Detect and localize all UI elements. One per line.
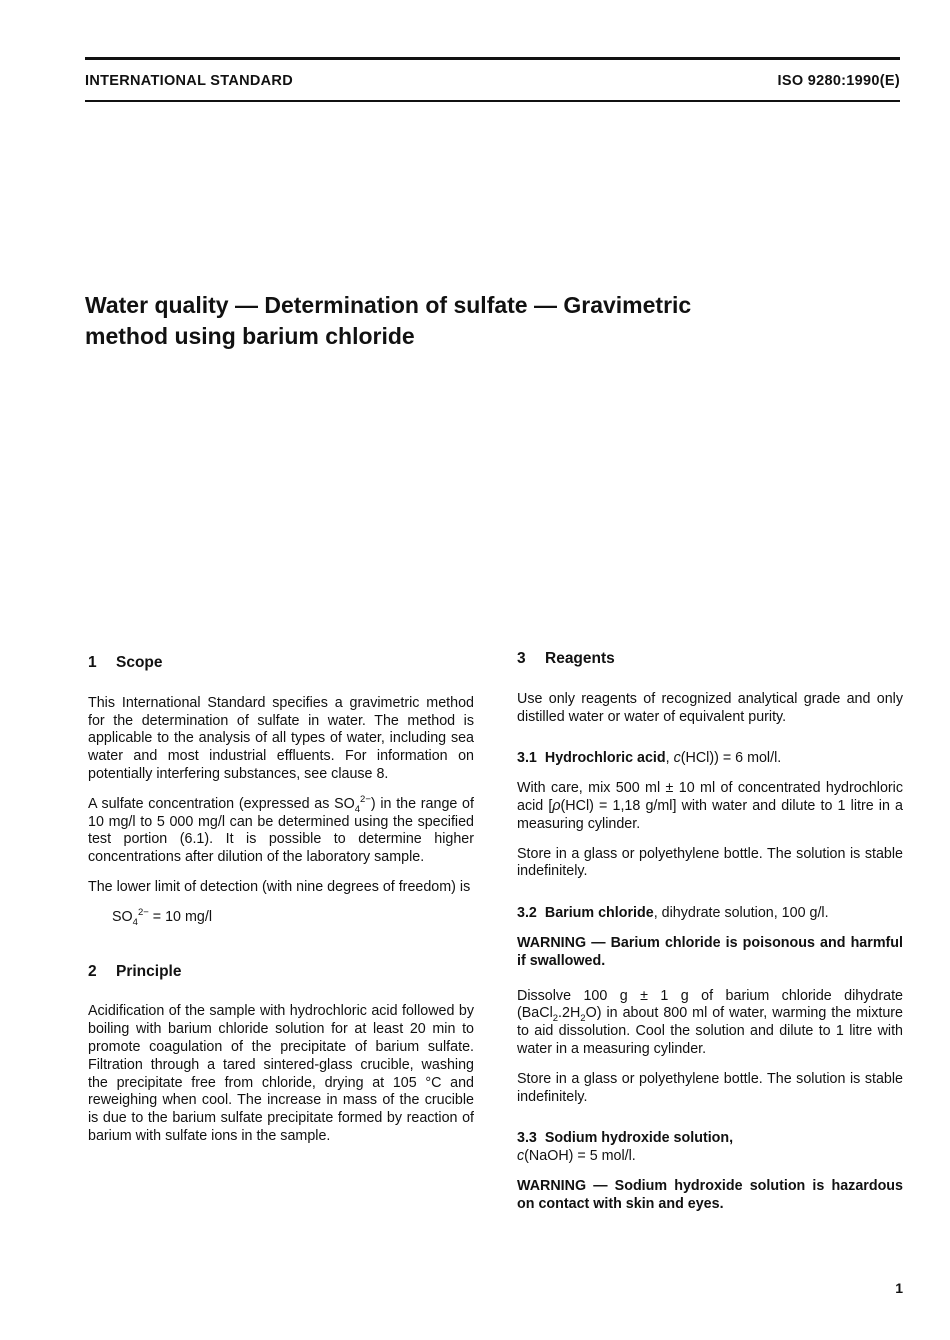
header-rule-top [85, 57, 900, 60]
reagents-intro: Use only reagents of recognized analytical grade and only distilled water or water of equivalent purity. [517, 690, 903, 725]
section-number: 1 [88, 654, 97, 671]
reagent-3-1-paragraph-2: Store in a glass or polyethylene bottle. The solution is stable indefinitely. [517, 845, 903, 880]
reagent-3-2-warning: WARNING — Barium chloride is poisonous and harmful if swallowed. [517, 934, 903, 969]
section-title: Scope [116, 654, 163, 671]
reagent-3-1-paragraph-1: With care, mix 500 ml ± 10 ml of concentrated hydrochloric acid [ρ(HCl) = 1,18 g/ml] with water and dilute to 1 litre in a measuring cylinder. [517, 780, 904, 832]
right-column [517, 650, 903, 1231]
section-principle-heading [88, 963, 474, 981]
header-rule-bottom [85, 100, 900, 102]
title-line-1: Water quality — Determination of sulfate — Gravimetric [85, 292, 692, 318]
scope-paragraph-3: The lower limit of detection (with nine degrees of freedom) is [88, 878, 471, 895]
document-title [85, 290, 885, 352]
principle-paragraph: Acidification of the sample with hydrochloric acid followed by boiling with barium chloride solution for at least 20 min to promote coagulation of the precipitate of barium sulfate. Filtration through a tared sintered-glass crucible, washing the precipitate free from chloride, drying at 105 °C and reweighing when cool. The increase in mass of the crucible is due to the barium sulfate precipitate formed by reaction of barium with sulfate ions in the sample. [88, 1003, 474, 1144]
reagent-3-2-paragraph-2: Store in a glass or polyethylene bottle. The solution is stable indefinitely. [517, 1070, 903, 1105]
reagent-3-3-heading: 3.3 Sodium hydroxide solution, c(NaOH) = 5 mol/l. [517, 1130, 734, 1165]
scope-paragraph-2: A sulfate concentration (expressed as $SO_4^{2-}$) in the range of 10 mg/l to 5 000 mg/l can be determined using the specified test portion (6.1). It is possible to determine higher concentrations after dilution of the laboratory sample. [88, 794, 474, 866]
section-title: Principle [116, 962, 182, 980]
section-scope-heading [88, 654, 474, 672]
reagent-3-2-heading: 3.2 Barium chloride, dihydrate solution, 100 g/l. [517, 905, 829, 922]
reagent-3-3-warning: WARNING — Sodium hydroxide solution is hazardous on contact with skin and eyes. [517, 1177, 903, 1212]
header-standard-number: ISO 9280:1990(E) [777, 73, 900, 89]
section-reagents-heading [517, 650, 903, 668]
section-number: 3 [517, 650, 526, 667]
reagent-3-2-paragraph-1: Dissolve 100 g ± 1 g of barium chloride dihydrate $(BaCl_2.2H_2O)$ in about 800 ml of water, warming the mixture to aid dissolution. Cool the solution and dilute to 1 litre with water in a measuring cylinder. [517, 987, 903, 1057]
header-standard-type: INTERNATIONAL STANDARD [85, 73, 293, 89]
reagent-3-1-heading: 3.1 Hydrochloric acid, c(HCl)) = 6 mol/l. [517, 750, 782, 767]
detection-limit-formula: $SO_4^{2-} = 10$ mg/l [112, 907, 212, 928]
scope-paragraph-1: This International Standard specifies a gravimetric method for the determination of sulfate in water. The method is applicable to the analysis of all types of water, including sea water and most industrial effluents. For information on potentially interfering substances, see clause 8. [88, 694, 474, 782]
title-line-2: method using barium chloride [85, 323, 415, 349]
left-column [88, 654, 474, 1158]
section-title: Reagents [545, 650, 615, 667]
page-number: 1 [895, 1280, 903, 1296]
section-number: 2 [88, 962, 97, 980]
